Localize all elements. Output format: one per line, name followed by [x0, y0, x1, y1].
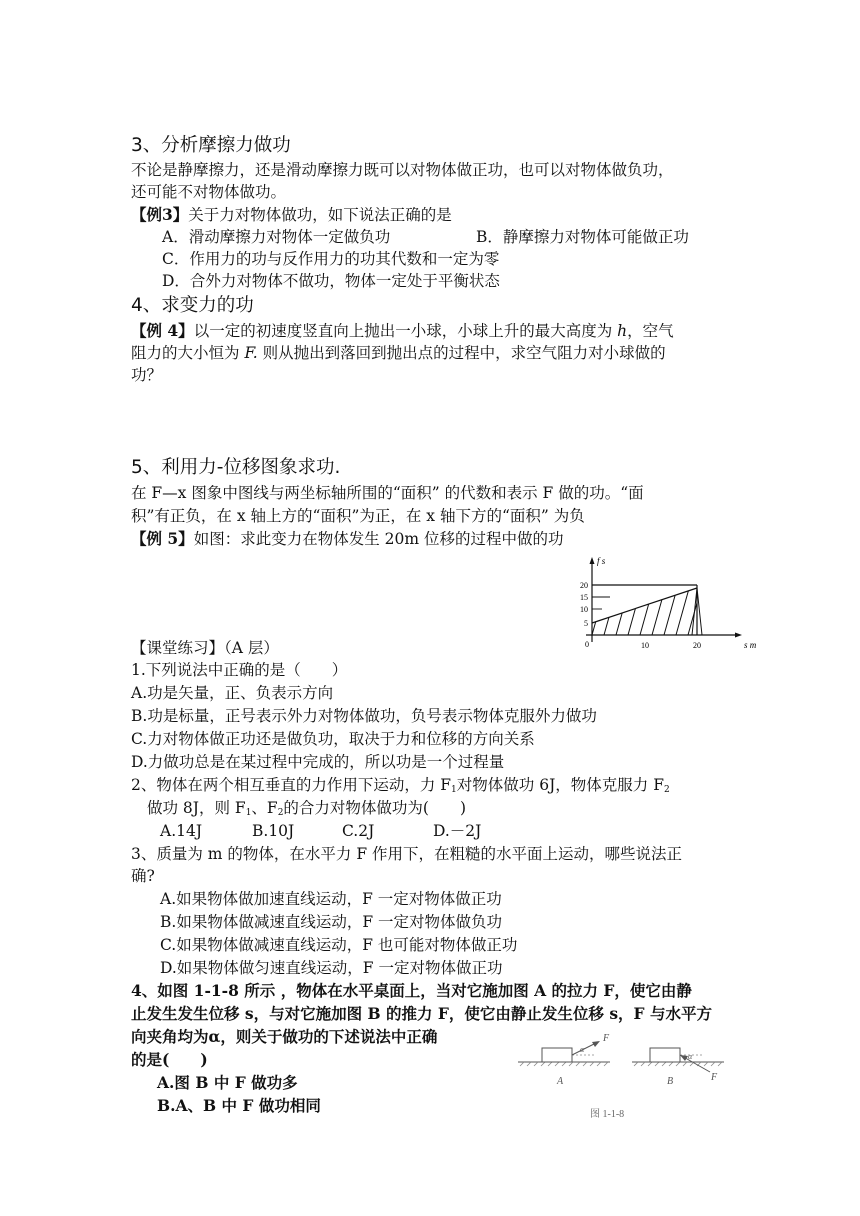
question-1-option-a: A.功是矢量，正、负表示方向 [131, 684, 334, 702]
q2-subscript: 2 [277, 808, 284, 818]
question-4-line-4: 的是( ) [131, 1050, 208, 1069]
figure-caption: 图 1-1-8 [590, 1109, 625, 1120]
question-1: 1.下列说法中正确的是（ ） [131, 661, 348, 679]
block-a [542, 1048, 572, 1062]
figure-b [632, 1048, 724, 1087]
figure-label-b: B [667, 1076, 674, 1087]
question-3-option-b: B.如果物体做减速直线运动，F 一定对物体做负功 [160, 913, 503, 931]
x-tick-0: 0 [585, 640, 589, 649]
angle-label-b: α [688, 1052, 693, 1061]
question-2-option-a: A.14J [160, 822, 203, 840]
question-3-option-a: A.如果物体做加速直线运动，F 一定对物体做正功 [160, 890, 502, 908]
question-2-option-d: D.－2J [433, 822, 482, 840]
q2-subscript: 1 [451, 785, 457, 795]
y-tick-15: 15 [580, 593, 588, 602]
x-axis-label: s m [744, 640, 757, 650]
pull-force-arrow-icon [592, 1041, 600, 1047]
x-tick-20: 20 [693, 641, 701, 650]
surface-hatching-a [520, 1062, 608, 1066]
question-2-option-b: B.10J [252, 822, 295, 840]
example-4-line-2 [131, 342, 666, 364]
section-4-heading: 4、求变力的功 [131, 295, 254, 316]
question-4-line-3: 向夹角均为α，则关于做功的下述说法中正确 [131, 1027, 438, 1046]
section-5-paragraph-line-1: 在 F—x 图象中图线与两坐标轴所围的“面积” 的代数和表示 F 做的功。“面 [131, 484, 644, 502]
question-2-option-c: C.2J [342, 822, 375, 840]
example-4-text-1a: 以一定的初速度竖直向上抛出一小球，小球上升的最大高度为 [193, 322, 618, 340]
example-4-text-1b: ，空气 [627, 322, 674, 340]
figure-label-a: A [557, 1076, 564, 1087]
q2-text-e: 的合力对物体做功为( ) [283, 799, 467, 817]
y-tick-5: 5 [584, 619, 588, 628]
section-5-paragraph-line-2: 积”有正负，在 x 轴上方的“面积”为正，在 x 轴下方的“面积” 为负 [131, 507, 585, 525]
force-label-b: F [711, 1072, 718, 1083]
q2-text-a: 2、物体在两个相互垂直的力作用下运动，力 F [131, 776, 452, 794]
block-b [650, 1048, 680, 1062]
example-4-line-3: 功？ [131, 366, 163, 384]
question-1-option-b: B.功是标量，正号表示外力对物体做功，负号表示物体克服外力做功 [131, 707, 597, 725]
question-3-option-d: D.如果物体做匀速直线运动，F 一定对物体做正功 [160, 959, 503, 977]
shaded-area-hatching [592, 585, 702, 635]
height-symbol: h [617, 322, 628, 340]
question-4-option-a: A.图 B 中 F 做功多 [157, 1073, 298, 1092]
example-3-question [131, 204, 452, 226]
section-3-paragraph-line-2: 还可能不对物体做功。 [131, 183, 287, 201]
section-3-paragraph-line-1: 不论是静摩擦力，还是滑动摩擦力既可以对物体做正功，也可以对物体做负功， [131, 161, 674, 179]
question-1-option-c: C.力对物体做正功还是做负功，取决于力和位移的方向关系 [131, 730, 535, 748]
figure-a [518, 1033, 610, 1087]
x-tick-10: 10 [641, 641, 649, 650]
question-4-line-1: 4、如图 1-1-8 所示 ，物体在水平桌面上，当对它施加图 A 的拉力 F，使它由静 [131, 981, 692, 1000]
example-3-option-b: B．静摩擦力对物体可能做正功 [476, 228, 689, 246]
y-axis-arrow-icon [590, 557, 595, 564]
example-5-question [131, 528, 563, 550]
q2-text-d: 、F [251, 799, 278, 817]
q2-text-b: 对物体做功 6J，物体克服力 F [456, 776, 664, 794]
surface-hatching-b [634, 1062, 722, 1066]
push-force-arrow-icon [680, 1055, 688, 1061]
question-3-line-1: 3、质量为 m 的物体，在水平力 F 作用下，在粗糙的水平面上运动，哪些说法正 [131, 845, 683, 863]
question-4-line-2: 止发生发生位移 s，与对它施加图 B 的推力 F，使它由静止发生位移 s，F 与水平方 [131, 1004, 712, 1023]
example-3-text: 关于力对物体做功，如下说法正确的是 [188, 206, 452, 224]
example-4-label: 【例 4】 [131, 321, 194, 340]
q2-text-c: 做功 8J，则 F [147, 799, 246, 817]
question-3-option-c: C.如果物体做减速直线运动，F 也可能对物体做正功 [160, 936, 518, 954]
example-4-text-2b: 则从抛出到落回到抛出点的过程中，求空气阻力对小球做的 [257, 344, 666, 362]
example-4-text-2a: 阻力的大小恒为 [131, 344, 245, 362]
force-symbol: F. [244, 344, 258, 362]
q2-subscript: 1 [245, 808, 252, 818]
example-4-line-1 [131, 320, 674, 342]
example-3-option-c: C．作用力的功与反作用力的功其代数和一定为零 [162, 250, 500, 268]
example-3-label: 【例3】 [131, 205, 189, 224]
q2-subscript: 2 [663, 785, 670, 795]
practice-heading: 【课堂练习】（A 层） [131, 639, 279, 657]
example-5-text: 如图：求此变力在物体发生 20m 位移的过程中做的功 [193, 530, 564, 548]
question-1-option-d: D.力做功总是在某过程中完成的，所以功是一个过程量 [131, 753, 505, 771]
question-4-option-b: B.A、B 中 F 做功相同 [157, 1096, 321, 1115]
example-3-option-d: D．合外力对物体不做功，物体一定处于平衡状态 [162, 272, 500, 290]
y-tick-10: 10 [580, 605, 588, 614]
force-label-a: F [603, 1033, 610, 1044]
question-3-line-2: 确? [131, 867, 155, 885]
y-axis-label: f s [597, 556, 606, 566]
section-3-heading: 3、分析摩擦力做功 [131, 135, 291, 156]
x-axis-arrow-icon [735, 633, 742, 638]
y-tick-20: 20 [580, 581, 588, 590]
force-displacement-graph [570, 555, 770, 655]
example-5-label: 【例 5】 [131, 529, 194, 548]
figure-1-1-8 [510, 1022, 745, 1122]
example-3-option-a: A．滑动摩擦力对物体一定做负功 [162, 228, 391, 246]
section-5-heading: 5、利用力-位移图象求功. [131, 457, 341, 478]
angle-label-a: α [580, 1045, 585, 1054]
